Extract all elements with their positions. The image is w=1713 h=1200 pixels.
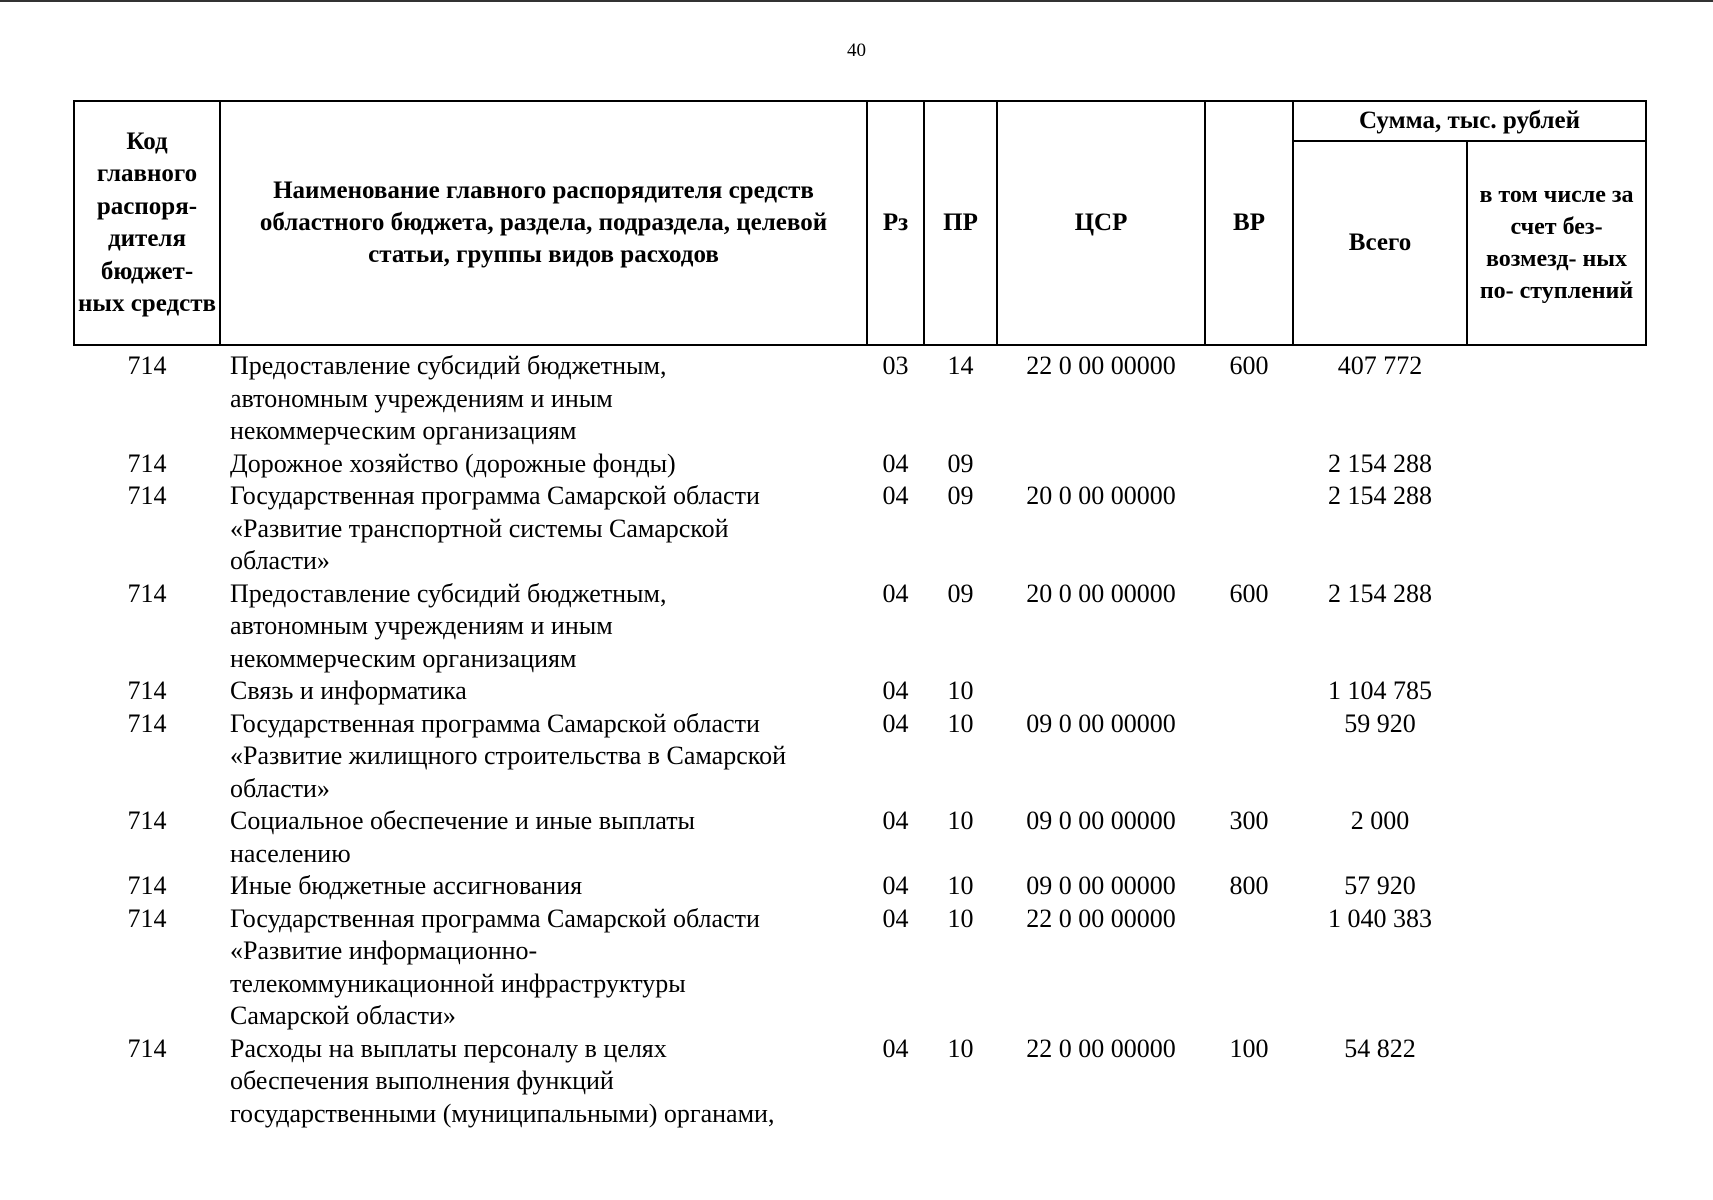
cell-vr: 600	[1229, 578, 1269, 608]
cell-vr: 100	[1229, 1033, 1269, 1063]
cell-code: 714	[127, 351, 167, 380]
table-row	[74, 708, 1646, 806]
cell-pr: 09	[947, 481, 974, 510]
cell-free	[1467, 903, 1646, 1033]
cell-vr	[1205, 903, 1293, 1033]
table-row	[74, 675, 1646, 708]
cell-total: 2 154 288	[1328, 578, 1432, 608]
cell-total: 407 772	[1337, 351, 1423, 380]
cell-total: 57 920	[1344, 871, 1416, 900]
cell-name: Государственная программа Самарской области «Развитие жилищного строительства в Самарской области»	[230, 708, 786, 803]
cell-rz: 04	[882, 578, 909, 608]
cell-rz: 04	[882, 903, 909, 933]
cell-vr	[1205, 675, 1293, 708]
budget-table	[73, 100, 1647, 1130]
cell-pr: 10	[947, 871, 974, 900]
cell-free	[1467, 345, 1646, 448]
cell-pr: 14	[947, 351, 974, 380]
table-row	[74, 805, 1646, 870]
cell-rz: 04	[882, 676, 909, 705]
cell-code: 714	[127, 708, 167, 738]
cell-name: Социальное обеспечение и иные выплаты населению	[230, 806, 696, 868]
header-rz: Рз	[867, 101, 924, 345]
cell-csr: 09 0 00 00000	[1026, 871, 1176, 900]
cell-vr	[1205, 448, 1293, 481]
cell-vr: 800	[1229, 871, 1269, 900]
cell-total: 1 104 785	[1328, 676, 1432, 705]
cell-csr	[997, 448, 1205, 481]
cell-vr	[1205, 708, 1293, 806]
cell-code: 714	[127, 871, 167, 900]
cell-csr: 20 0 00 00000	[1026, 578, 1176, 608]
cell-free	[1467, 1033, 1646, 1131]
cell-free	[1467, 448, 1646, 481]
cell-rz: 03	[882, 351, 909, 380]
cell-code: 714	[127, 903, 167, 933]
cell-pr: 09	[947, 578, 974, 608]
cell-vr: 300	[1229, 806, 1269, 835]
cell-name: Предоставление субсидий бюджетным, автономным учреждениям и иным некоммерческим организациям	[230, 578, 667, 673]
cell-name: Связь и информатика	[230, 676, 467, 705]
cell-total: 59 920	[1344, 708, 1416, 738]
cell-code: 714	[127, 676, 167, 705]
page-number: 40	[847, 40, 866, 61]
cell-csr: 09 0 00 00000	[1026, 708, 1176, 738]
cell-csr: 20 0 00 00000	[1026, 481, 1176, 510]
header-pr: ПР	[924, 101, 997, 345]
cell-pr: 10	[947, 708, 974, 738]
cell-name: Дорожное хозяйство (дорожные фонды)	[230, 448, 676, 478]
cell-code: 714	[127, 1033, 167, 1063]
cell-rz: 04	[882, 1033, 909, 1063]
header-total: Всего	[1293, 141, 1467, 345]
header-free: в том числе за счет без- возмезд- ных по- ступлений	[1467, 141, 1646, 345]
cell-code: 714	[127, 448, 167, 478]
cell-pr: 10	[947, 903, 974, 933]
cell-total: 2 154 288	[1328, 448, 1432, 478]
cell-free	[1467, 675, 1646, 708]
cell-name: Государственная программа Самарской области «Развитие транспортной системы Самарской области»	[230, 481, 760, 575]
cell-name: Предоставление субсидий бюджетным, автономным учреждениям и иным некоммерческим организациям	[230, 351, 667, 445]
header-name: Наименование главного распорядителя средств областного бюджета, раздела, подраздела, целевой статьи, группы видов расходов	[220, 101, 867, 345]
cell-name: Расходы на выплаты персоналу в целях обеспечения выполнения функций государственными (муниципальными) органами,	[230, 1033, 775, 1128]
cell-pr: 10	[947, 1033, 974, 1063]
table-row	[74, 448, 1646, 481]
cell-free	[1467, 480, 1646, 578]
header-csr: ЦСР	[997, 101, 1205, 345]
table-row	[74, 1033, 1646, 1131]
table-header	[74, 101, 1646, 345]
table-row	[74, 345, 1646, 448]
cell-pr: 09	[947, 448, 974, 478]
cell-csr: 22 0 00 00000	[1026, 351, 1176, 380]
table-row	[74, 903, 1646, 1033]
cell-code: 714	[127, 578, 167, 608]
cell-code: 714	[127, 481, 167, 510]
header-sum: Сумма, тыс. рублей	[1293, 101, 1646, 141]
cell-total: 2 000	[1350, 806, 1410, 835]
cell-rz: 04	[882, 481, 909, 510]
cell-csr: 22 0 00 00000	[1026, 1033, 1176, 1063]
cell-csr	[997, 675, 1205, 708]
cell-name: Иные бюджетные ассигнования	[230, 871, 583, 900]
cell-rz: 04	[882, 806, 909, 835]
cell-code: 714	[127, 806, 167, 835]
header-code: Код главного распоря- дителя бюджет- ных средств	[74, 101, 220, 345]
cell-rz: 04	[882, 448, 909, 478]
cell-total: 2 154 288	[1328, 481, 1432, 510]
cell-free	[1467, 805, 1646, 870]
cell-free	[1467, 578, 1646, 676]
table-row	[74, 480, 1646, 578]
page-top-edge	[0, 0, 1713, 2]
cell-pr: 10	[947, 676, 974, 705]
table-body	[74, 345, 1646, 1130]
cell-name: Государственная программа Самарской области «Развитие информационно- телекоммуникационной инфраструктуры Самарской области»	[230, 903, 760, 1030]
cell-free	[1467, 870, 1646, 903]
cell-total: 1 040 383	[1328, 903, 1432, 933]
cell-csr: 22 0 00 00000	[1026, 903, 1176, 933]
cell-vr: 600	[1229, 351, 1269, 380]
cell-pr: 10	[947, 806, 974, 835]
table-row	[74, 870, 1646, 903]
header-vr: ВР	[1205, 101, 1293, 345]
cell-free	[1467, 708, 1646, 806]
cell-csr: 09 0 00 00000	[1026, 806, 1176, 835]
cell-vr	[1205, 480, 1293, 578]
cell-rz: 04	[882, 871, 909, 900]
table-row	[74, 578, 1646, 676]
cell-rz: 04	[882, 708, 909, 738]
cell-total: 54 822	[1344, 1033, 1416, 1063]
